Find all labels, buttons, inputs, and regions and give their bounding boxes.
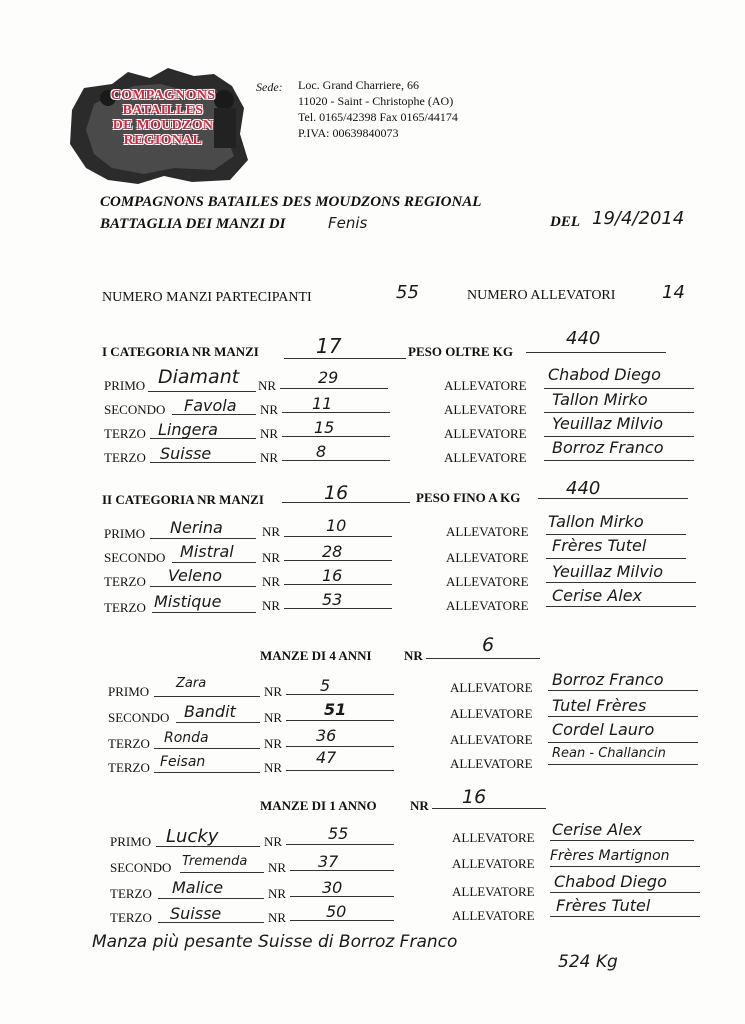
breeder-name: Chabod Diego <box>554 872 667 891</box>
address-line: Loc. Grand Charriere, 66 <box>298 78 419 92</box>
animal-number: 29 <box>318 368 339 387</box>
animal-number: 10 <box>326 516 347 535</box>
nr-label: NR <box>268 910 287 925</box>
animal-number: 51 <box>324 700 347 719</box>
place-label: PRIMO <box>110 834 152 849</box>
logo-text: COMPAGNONS BATAILLES DE MOUDZON REGIONAL <box>110 88 216 148</box>
weight-value: 440 <box>566 328 601 349</box>
nr-label: NR <box>258 378 277 393</box>
allevatore-label: ALLEVATORE <box>444 402 527 417</box>
nr-label: NR <box>410 798 429 813</box>
nr-label: NR <box>260 426 279 441</box>
animal-name: Malice <box>172 878 224 897</box>
allevatore-label: ALLEVATORE <box>446 550 529 565</box>
allevatore-label: ALLEVATORE <box>452 884 535 899</box>
animal-number: 8 <box>316 442 327 461</box>
allevatore-label: ALLEVATORE <box>452 856 535 871</box>
del-label: DEL <box>550 214 580 230</box>
animal-number: 5 <box>320 676 331 695</box>
place-label: TERZO <box>104 450 146 465</box>
place-label: PRIMO <box>104 378 146 393</box>
animal-number: 30 <box>322 878 343 897</box>
weight-label: PESO FINO A KG <box>416 490 521 505</box>
allevatore-label: ALLEVATORE <box>450 680 533 695</box>
animal-number: 11 <box>312 394 333 413</box>
allevatore-label: ALLEVATORE <box>444 378 527 393</box>
allevatori-label: NUMERO ALLEVATORI <box>467 288 616 303</box>
animal-number: 55 <box>328 824 349 843</box>
document-title: COMPAGNONS BATAILES DES MOUDZONS REGIONAL <box>100 194 482 210</box>
animal-number: 16 <box>322 566 343 585</box>
animal-name: Feisan <box>160 754 206 770</box>
breeder-name: Cerise Alex <box>552 586 643 605</box>
nr-label: NR <box>264 684 283 699</box>
nr-label: NR <box>260 450 279 465</box>
nr-label: NR <box>262 598 281 613</box>
nr-label: NR <box>264 736 283 751</box>
weight-value: 440 <box>566 478 601 499</box>
breeder-name: Chabod Diego <box>548 365 661 384</box>
animal-name: Favola <box>184 396 237 415</box>
animal-number: 53 <box>322 590 343 609</box>
allevatore-label: ALLEVATORE <box>450 732 533 747</box>
breeder-name: Borroz Franco <box>552 670 664 689</box>
section-count: 16 <box>324 482 349 504</box>
place-label: TERZO <box>104 426 146 441</box>
place-label: TERZO <box>104 574 146 589</box>
breeder-name: Tallon Mirko <box>548 512 644 531</box>
place-label: TERZO <box>110 910 152 925</box>
allevatore-label: ALLEVATORE <box>446 598 529 613</box>
manzi-partecipanti-value: 55 <box>396 282 419 303</box>
animal-name: Suisse <box>170 904 222 923</box>
animal-name: Suisse <box>160 444 212 463</box>
weight-label: PESO OLTRE KG <box>408 344 513 359</box>
nr-label: NR <box>264 760 283 775</box>
allevatore-label: ALLEVATORE <box>450 756 533 771</box>
breeder-name: Frères Tutel <box>552 536 647 555</box>
allevatore-label: ALLEVATORE <box>452 830 535 845</box>
address-line: 11020 - Saint - Christophe (AO) <box>298 94 454 108</box>
animal-name: Veleno <box>168 566 223 585</box>
breeder-name: Tallon Mirko <box>552 390 648 409</box>
allevatore-label: ALLEVATORE <box>450 706 533 721</box>
breeder-name: Borroz Franco <box>552 438 664 457</box>
allevatore-label: ALLEVATORE <box>452 908 535 923</box>
animal-number: 28 <box>322 542 343 561</box>
section-count: 16 <box>462 786 487 808</box>
animal-name: Tremenda <box>182 854 248 869</box>
allevatore-label: ALLEVATORE <box>444 426 527 441</box>
animal-name: Mistral <box>180 542 234 561</box>
section-heading: MANZE DI 1 ANNO <box>260 798 377 813</box>
animal-number: 37 <box>318 852 339 871</box>
handwritten-note: Manza più pesante Suisse di Borroz Franco <box>92 932 458 952</box>
nr-label: NR <box>264 710 283 725</box>
animal-number: 15 <box>314 418 335 437</box>
animal-name: Bandit <box>184 702 236 721</box>
place-label: PRIMO <box>108 684 150 699</box>
animal-name: Diamant <box>158 366 240 388</box>
place-label: TERZO <box>108 736 150 751</box>
heaviest-weight: 524 Kg <box>558 952 618 972</box>
animal-name: Lucky <box>166 826 219 847</box>
event-location: Fenis <box>328 214 368 232</box>
section-count: 17 <box>316 334 342 358</box>
event-date: 19/4/2014 <box>592 208 685 229</box>
section-heading: II CATEGORIA NR MANZI <box>102 492 264 507</box>
breeder-name: Rean - Challancin <box>552 746 666 761</box>
animal-name: Lingera <box>158 420 218 439</box>
breeder-name: Frères Tutel <box>556 896 651 915</box>
nr-label: NR <box>264 834 283 849</box>
place-label: TERZO <box>108 760 150 775</box>
section-count: 6 <box>482 634 495 656</box>
place-label: PRIMO <box>104 526 146 541</box>
animal-number: 47 <box>316 748 337 767</box>
animal-name: Nerina <box>170 518 223 537</box>
allevatore-label: ALLEVATORE <box>444 450 527 465</box>
nr-label: NR <box>262 550 281 565</box>
sede-label: Sede: <box>256 80 283 94</box>
allevatore-label: ALLEVATORE <box>446 574 529 589</box>
animal-name: Zara <box>176 676 207 691</box>
place-label: TERZO <box>110 886 152 901</box>
allevatore-label: ALLEVATORE <box>446 524 529 539</box>
animal-name: Mistique <box>154 592 222 611</box>
address-line: Tel. 0165/42398 Fax 0165/44174 <box>298 110 458 124</box>
place-label: SECONDO <box>108 710 170 725</box>
place-label: SECONDO <box>104 402 166 417</box>
breeder-name: Frères Martignon <box>550 848 670 864</box>
animal-number: 50 <box>326 902 347 921</box>
nr-label: NR <box>262 574 281 589</box>
nr-label: NR <box>260 402 279 417</box>
place-label: SECONDO <box>110 860 172 875</box>
nr-label: NR <box>404 648 423 663</box>
place-label: TERZO <box>104 600 146 615</box>
address-line: P.IVA: 00639840073 <box>298 126 399 140</box>
manzi-partecipanti-label: NUMERO MANZI PARTECIPANTI <box>102 290 312 305</box>
animal-name: Ronda <box>164 730 209 746</box>
breeder-name: Cerise Alex <box>552 820 643 839</box>
section-heading: MANZE DI 4 ANNI <box>260 648 372 663</box>
nr-label: NR <box>262 524 281 539</box>
place-label: SECONDO <box>104 550 166 565</box>
section-heading: I CATEGORIA NR MANZI <box>102 344 259 359</box>
nr-label: NR <box>268 886 287 901</box>
breeder-name: Tutel Frères <box>552 696 647 715</box>
breeder-name: Yeuillaz Milvio <box>552 414 664 433</box>
document-subtitle: BATTAGLIA DEI MANZI DI <box>100 216 286 232</box>
breeder-name: Cordel Lauro <box>552 720 655 739</box>
allevatori-value: 14 <box>662 282 685 303</box>
breeder-name: Yeuillaz Milvio <box>552 562 664 581</box>
nr-label: NR <box>268 860 287 875</box>
animal-number: 36 <box>316 726 337 745</box>
